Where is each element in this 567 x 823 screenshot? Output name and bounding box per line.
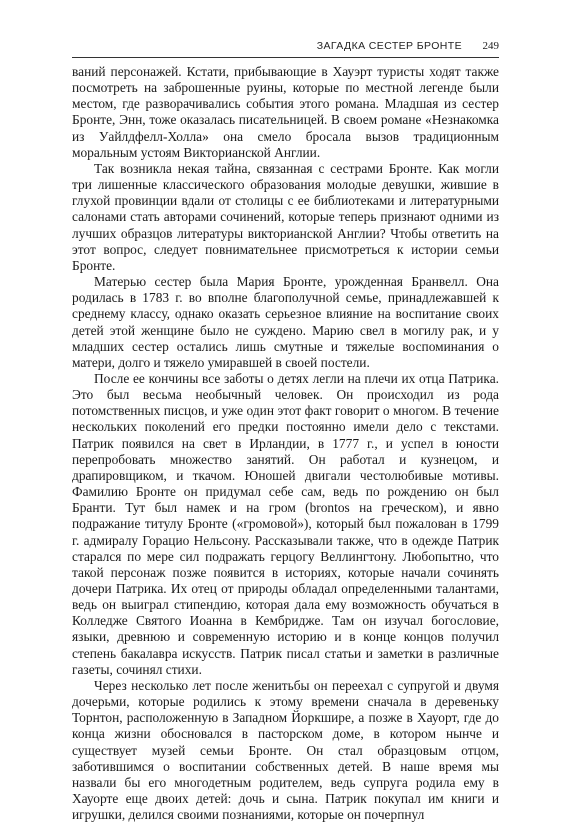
running-head <box>72 40 499 56</box>
paragraph: ваний персонажей. Кстати, прибывающие в Хауэрт туристы ходят также посмотреть на заброшенные руины, которые по местной легенде были местом, где разворачивались события этого романа. Младшая из сестер Бронте, Энн, тоже оказалась писательницей. В своем романе «Незнакомка из Уайлдфелл-Холла» она смело бросала вызов традиционным моральным устоям Викторианской Англии. <box>72 64 499 160</box>
paragraph: Через несколько лет после женитьбы он переехал с супругой и двумя дочерьми, которые родились к этому времени сначала в деревеньку Торнтон, расположенную в Западном Йоркшире, а позже в Хауорт, где до конца жизни обосновался в пасторском доме, в котором нынче и существует музей семьи Бронте. Он стал образцовым отцом, заботившимся о воспитании собственных детей. В наше время мы назвали бы его многодетным родителем, ведь супруга родила ему в Хауорте еще двоих детей: дочь и сына. Патрик покупал им книги и игрушки, делился своими познаниями, которые он почерпнул <box>72 677 499 823</box>
header-rule <box>72 57 499 58</box>
paragraph: После ее кончины все заботы о детях легли на плечи их отца Патрика. Это был весьма необычный человек. Он происходил из рода потомственных писцов, и уже один этот факт говорит о многом. В течение нескольких поколений его предки постоянно имели дело с текстами. Патрик появился на свет в Ирландии, в 1777 г., и успел в юности перепробовать множество занятий. Он работал и кузнецом, и драпировщиком, и ткачом. Юношей двигали честолюбивые мотивы. Фамилию Бронте он придумал себе сам, ведь по рождению он был Бранти. Тут был намек и на гром (brontos на греческом), и явно подражание титулу Бронте («громовой»), который был пожалован в 1799 г. адмиралу Горацио Нельсону. Рассказывали также, что в одежде Патрик старался по мере сил подражать герцогу Веллингтону. Любопытно, что такой персонаж позже появится в историях, которые начали сочинять дочери Патрика. Их отец от природы обладал определенными талантами, ведь он выиграл стипендию, которая дала ему возможность обучаться в Колледже Святого Иоанна в Кембридже. Там он изучал богословие, языки, древнюю и современную историю и в конце концов получил степень бакалавра искусств. Патрик писал статьи и заметки в различные газеты, сочинял стихи. <box>72 370 499 677</box>
page-number: 249 <box>482 40 499 52</box>
paragraph: Матерью сестер была Мария Бронте, урожденная Бранвелл. Она родилась в 1783 г. во вполне благополучной семье, принадлежавшей к среднему классу, однако оказать серьезное влияние на воспитание своих детей этой женщине было не суждено. Марию свел в могилу рак, и у младших сестер остались лишь смутные и тяжелые воспоминания о матери, долго и тяжело умиравшей в своей постели. <box>72 274 499 370</box>
page-header <box>0 0 567 56</box>
running-title: ЗАГАДКА СЕСТЕР БРОНТЕ <box>316 40 462 52</box>
body-text <box>72 64 499 823</box>
paragraph: Так возникла некая тайна, связанная с сестрами Бронте. Как могли три лишенные классического образования молодые девушки, жившие в глухой провинции вдали от столицы с ее библиотеками и литературными салонами стать авторами сочинений, которые теперь признают одними из лучших образцов литературы викторианской Англии? Чтобы ответить на этот вопрос, следует повнимательнее присмотреться к истории семьи Бронте. <box>72 160 499 273</box>
